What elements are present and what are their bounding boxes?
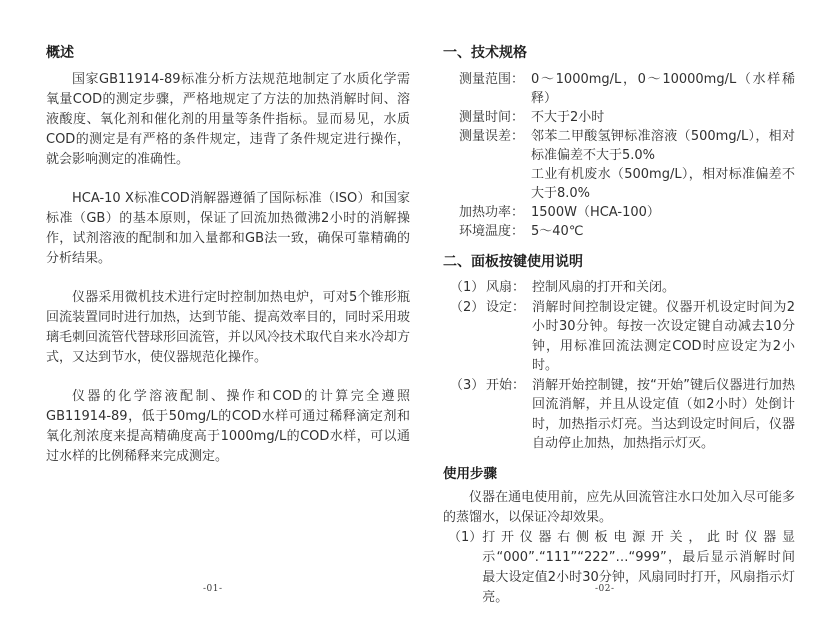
- spec-label: 测量范围：: [459, 72, 525, 87]
- overview-paragraph-3: 仪器采用微机技术进行定时控制加热电炉，可对5个锥形瓶回流装置同时进行加热，达到节能、提高效率目的，同时采用玻璃毛刺回流管代替球形回流管，并以风冷技术取代自来水冷却方式，又达到节水，使仪器规范化操作。: [46, 290, 411, 365]
- spec-label: 测量时间：: [459, 110, 525, 125]
- spec-row-power: [459, 203, 795, 222]
- panel-key-list: [450, 278, 795, 454]
- spec-label: 加热功率：: [459, 205, 525, 220]
- panel-item-description: 控制风扇的打开和关闭。: [532, 280, 676, 295]
- spec-row-temperature: [459, 222, 795, 241]
- steps-intro-paragraph: 仪器在通电使用前，应先从回流管注水口处加入尽可能多的蒸馏水，以保证冷却效果。: [443, 489, 795, 525]
- spec-value: 1500W（HCA-100）: [531, 205, 660, 220]
- panel-item-label: 设定：: [486, 299, 526, 315]
- page-right: [443, 44, 795, 608]
- specs-section-heading: 一、技术规格: [443, 45, 527, 61]
- overview-paragraph-2: HCA-10 X标准COD消解器遵循了国际标准（ISO）和国家标准（GB）的基本原则，保证了回流加热微沸2小时的消解操作，试剂溶液的配制和加入量都和GB法一致，确保可靠精确的分析结果。: [46, 191, 410, 266]
- spec-value: 邻苯二甲酸氢钾标准溶液（500mg/L），相对标准偏差不大于5.0%: [531, 129, 795, 163]
- spec-value: 不大于2小时: [531, 110, 605, 125]
- spec-value: 5～40℃: [531, 224, 584, 239]
- spec-row-range: [459, 70, 795, 108]
- panel-item-fan: [450, 278, 795, 298]
- panel-item-number: （2）: [450, 299, 485, 315]
- panel-item-start: [450, 376, 795, 454]
- panel-item-number: （1）: [450, 280, 485, 295]
- spec-row-error: [459, 127, 795, 203]
- panel-item-number: （3）: [450, 377, 485, 393]
- overview-paragraph-4: 仪器的化学溶液配制、操作和COD的计算完全遵照GB11914-89，低于50mg/L的COD水样可通过稀释滴定剂和氧化剂浓度来提高精确度高于1000mg/L的COD水样，可以通过水样的比例稀释来完成测定。: [46, 389, 410, 464]
- page-left: [46, 44, 410, 480]
- overview-paragraph-1: 国家GB11914-89标准分析方法规范地制定了水质化学需氧量COD的测定步骤，严格地规定了方法的加热消解时间、溶液酸度、氧化剂和催化剂的用量等条件指标。显而易见，水质COD的测定是有严格的条件规定，违背了条件规定进行操作，就会影响测定的准确性。: [46, 72, 410, 167]
- steps-section-heading: 使用步骤: [443, 465, 497, 482]
- steps-list: [448, 528, 795, 608]
- spec-value: 0～1000mg/L，0～10000mg/L（水样稀释）: [531, 72, 795, 106]
- spec-label: 环境温度：: [459, 224, 525, 239]
- spec-value: 工业有机废水（500mg/L），相对标准偏差不大于8.0%: [531, 167, 795, 201]
- step-number: （1）: [448, 529, 483, 545]
- step-item-1: [448, 528, 795, 608]
- overview-heading: 概述: [46, 45, 74, 61]
- panel-item-description: 消解时间控制设定键。仪器开机设定时间为2小时30分钟。每按一次设定键自动减去10分钟，用标准回流法测定COD时应设定为2小时。: [532, 299, 795, 373]
- panel-section-heading: 二、面板按键使用说明: [443, 254, 583, 270]
- panel-item-set: [450, 298, 795, 376]
- spec-label: 测量误差：: [459, 129, 525, 144]
- panel-item-label: 风扇：: [486, 280, 526, 295]
- page-number-right: -02-: [595, 584, 615, 594]
- step-text: 打开仪器右侧板电源开关，此时仪器显示“000”.“111”“222”…“999”，最后显示消解时间最大设定值2小时30分钟，风扇同时打开，风扇指示灯亮。: [482, 529, 795, 605]
- spec-list: [459, 70, 795, 241]
- panel-item-label: 开始：: [486, 377, 526, 393]
- panel-item-description: 消解开始控制键，按“开始”键后仪器进行加热回流消解，并且从设定值（如2小时）处倒计时，加热指示灯亮。当达到设定时间后，仪器自动停止加热，加热指示灯灭。: [532, 377, 795, 451]
- spec-row-time: [459, 108, 795, 127]
- page-number-left: -01-: [203, 584, 223, 594]
